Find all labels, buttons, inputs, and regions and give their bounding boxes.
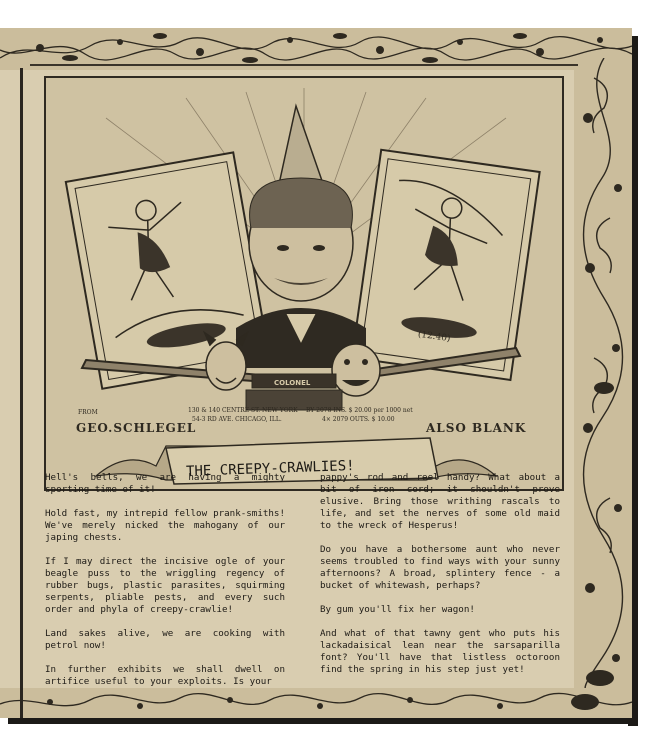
paragraph: If I may direct the incisive ogle of your beagle puss to the wriggling regency of rubber bugs, plastic parasites, squirming serpents, pliable pests, and every such order and phyla of creepy-crawlie! — [45, 556, 285, 615]
paragraph: In further exhibits we shall dwell on artifice useful to your exploits. Is your — [45, 664, 285, 687]
left-rule-line — [20, 68, 23, 718]
colonel-label: COLONEL — [274, 379, 311, 387]
frame-top-line — [30, 64, 578, 66]
article-column-left — [45, 472, 285, 700]
colonel-books — [246, 374, 342, 410]
price-line-2: 4× 2079 OUTS. $ 10.00 — [322, 416, 395, 423]
devil-mask-right — [332, 344, 380, 396]
catalog-page — [0, 28, 632, 718]
paragraph: And what of that tawny gent who puts his lackadaisical lean near the sarsaparilla font? You'll have that listless octoroon find the spring in his step just yet! — [320, 628, 560, 675]
paragraph: pappy's rod and reel handy? What about a bit of iron cord; it shouldn't prove elusive. Bring those writhing rascals to life, and set the nerves of some old maid to the wreck of Hesperus! — [320, 472, 560, 531]
address-line-1: 130 & 140 CENTRE ST. NEW YORK — [188, 407, 298, 414]
paragraph: By gum you'll fix her wagon! — [320, 604, 475, 615]
address-from: FROM — [78, 409, 98, 416]
brand-left: GEO.SCHLEGEL — [76, 421, 197, 435]
left-margin-strip — [0, 58, 22, 698]
price-line-1: BY 2078 INS. $ 20.00 per 1000 net — [306, 407, 413, 414]
paragraph: Do you have a bothersome aunt who never seems troubled to find ways with your sunny afternoons? A broad, splintery fence - a bucket of whitewash, perhaps? — [320, 544, 560, 591]
svg-text:(12.40): (12.40) — [417, 329, 452, 345]
brand-right: ALSO BLANK — [426, 421, 527, 435]
address-line-2: 54-3 RD AVE. CHICAGO, ILL. — [192, 416, 282, 423]
right-tarot-card — [352, 150, 540, 380]
paragraph: Hell's bells, we are having a mighty sporting time of it! — [45, 472, 285, 495]
banner-title: THE CREEPY-CRAWLIES! — [185, 457, 355, 480]
article-column-right — [320, 472, 560, 688]
ornamental-border-right — [574, 58, 632, 698]
paragraph: Hold fast, my intrepid fellow prank-smiths! We've merely nicked the mahogany of our japing chests. — [45, 508, 285, 543]
engraved-illustration — [44, 76, 564, 491]
portrait-figure — [236, 106, 366, 368]
paragraph: Land sakes alive, we are cooking with petrol now! — [45, 628, 285, 651]
